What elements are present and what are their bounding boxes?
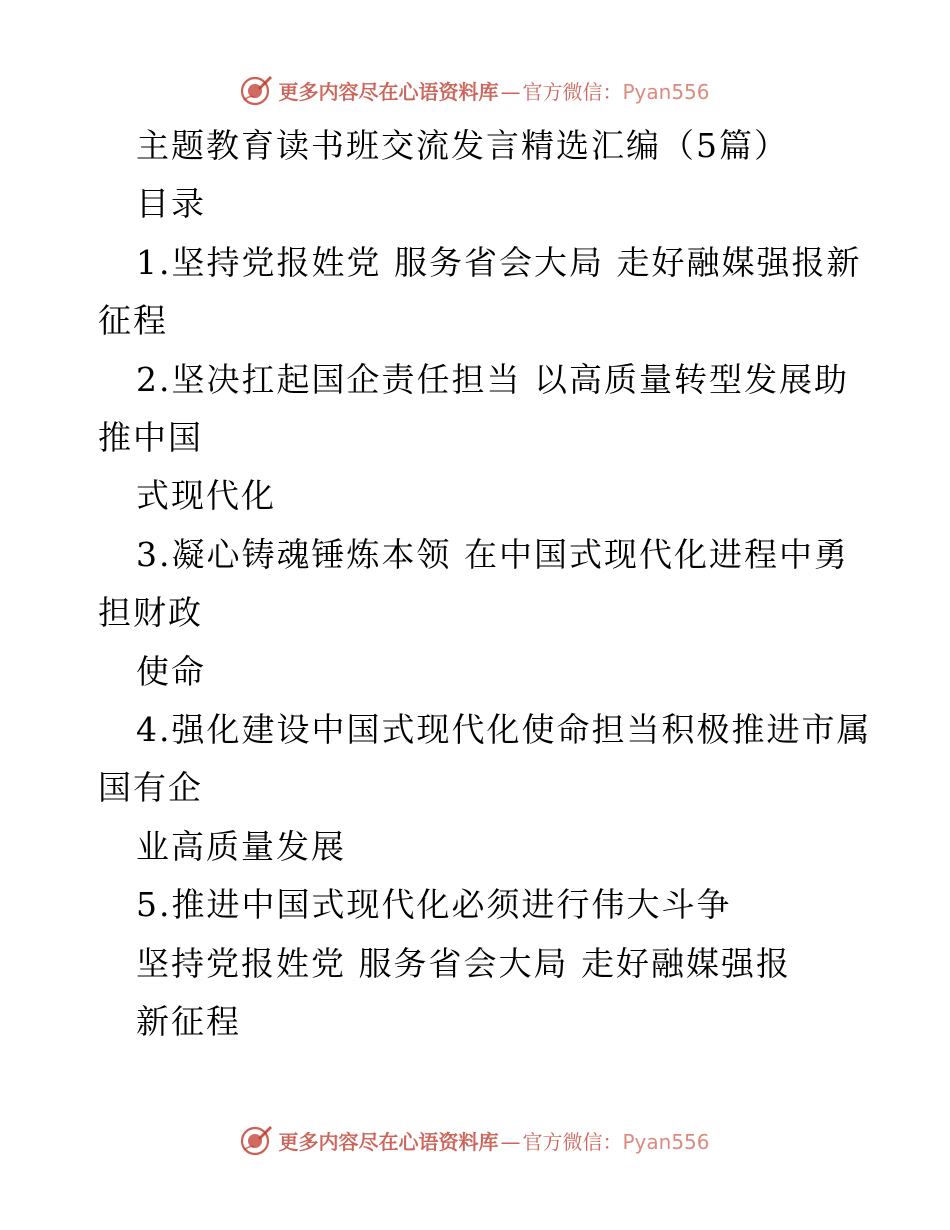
toc-item-3-line-1: 3.凝心铸魂锤炼本领 在中国式现代化进程中勇 (136, 534, 849, 574)
watermark-main-text: 更多内容尽在心语资料库 (278, 79, 499, 104)
toc-heading: 目录 (136, 184, 206, 224)
watermark-official-label: 官方微信： (522, 79, 623, 104)
watermark-separator: — (500, 1129, 521, 1154)
watermark-separator: — (500, 79, 521, 104)
footer-watermark (0, 1120, 950, 1160)
watermark-wechat-id: Pyan556 (622, 79, 710, 104)
pen-logo-icon (240, 73, 274, 107)
header-watermark (0, 70, 950, 110)
section-title-line-1: 坚持党报姓党 服务省会大局 走好融媒强报 (136, 943, 791, 983)
toc-item-4-line-2: 国有企 (98, 768, 203, 808)
watermark-main-text: 更多内容尽在心语资料库 (278, 1129, 499, 1154)
document-body (98, 117, 872, 1052)
toc-item-4-line-1: 4.强化建设中国式现代化使命担当积极推进市属 (136, 710, 872, 750)
toc-item-4-line-3: 业高质量发展 (136, 826, 346, 866)
section-title-line-2: 新征程 (136, 1002, 241, 1042)
pen-logo-icon (240, 1123, 274, 1157)
document-title: 主题教育读书班交流发言精选汇编（5篇） (136, 126, 789, 165)
toc-item-2-line-1: 2.坚决扛起国企责任担当 以高质量转型发展助 (136, 359, 849, 399)
toc-item-1-line-1: 1.坚持党报姓党 服务省会大局 走好融媒强报新 (136, 242, 862, 282)
toc-item-1-line-2: 征程 (98, 301, 168, 341)
toc-item-3-line-2: 担财政 (98, 593, 203, 633)
toc-item-2-line-3: 式现代化 (136, 476, 276, 516)
toc-item-3-line-3: 使命 (136, 651, 206, 691)
watermark-official-label: 官方微信： (522, 1129, 623, 1154)
watermark-wechat-id: Pyan556 (622, 1129, 710, 1154)
toc-item-5-line-1: 5.推进中国式现代化必须进行伟大斗争 (136, 885, 732, 925)
toc-item-2-line-2: 推中国 (98, 418, 203, 458)
